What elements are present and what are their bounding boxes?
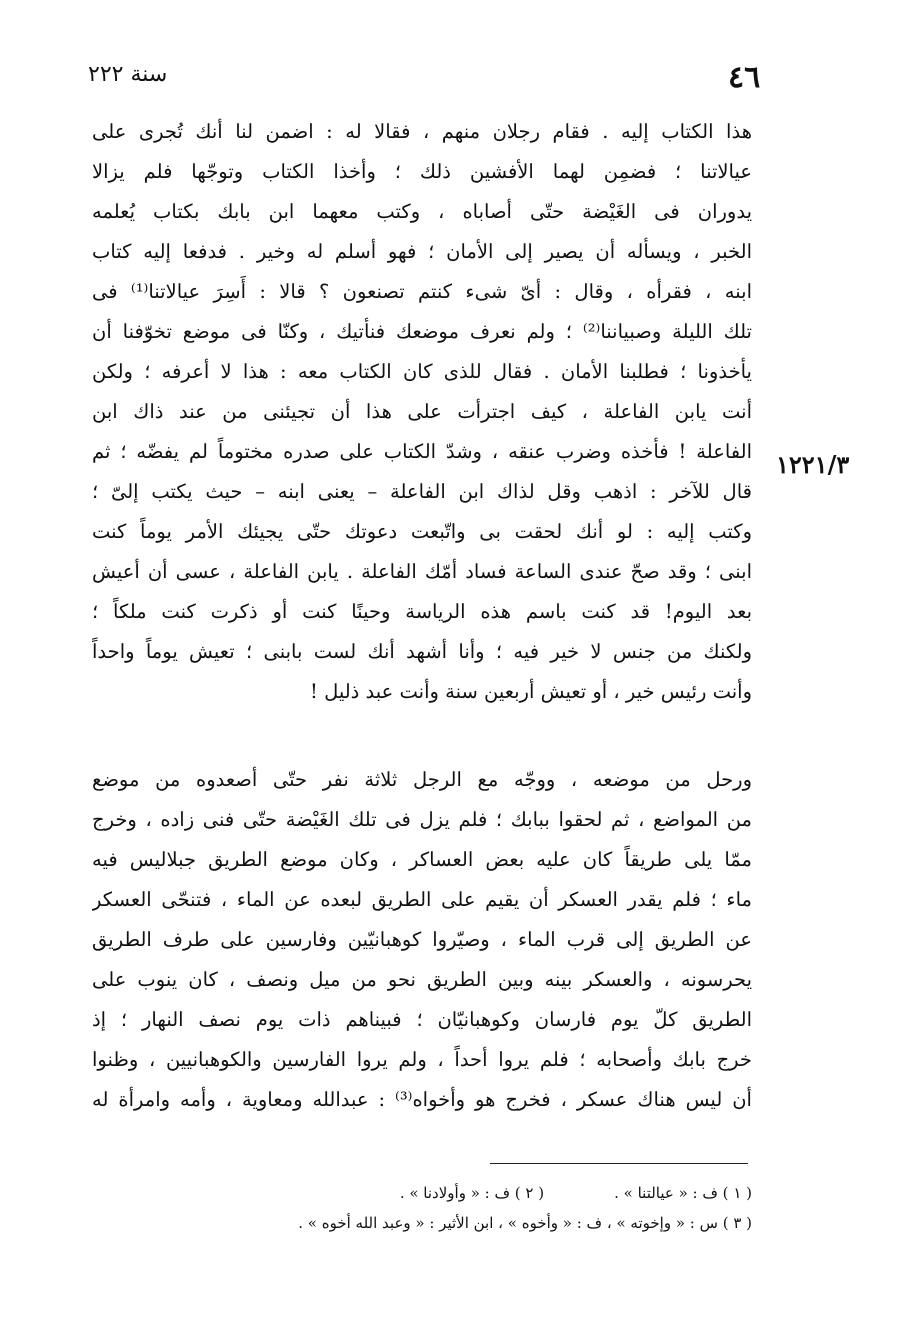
text-line: عن الطريق إلى قرب الماء ، وصيّروا كوهبانيّين وفارسين على طرف الطريق	[92, 928, 752, 951]
text-line: خرج بابك وأصحابه ؛ فلم يروا أحداً ، ولم يروا الفارسين والكوهبانيين ، وظنوا	[92, 1048, 752, 1071]
text-line: الخبر ، ويسأله أن يصير إلى الأمان ؛ فهو أسلم له وخير . فدفعا إليه كتاب	[92, 240, 752, 263]
text-line: ورحل من موضعه ، ووجّه مع الرجل ثلاثة نفر حتّى أصعدوه من موضع	[92, 768, 752, 791]
text-line: ابنه ، فقرأه ، وقال : أىّ شىء كنتم تصنعون ؟ قالا : أَسِرَ عيالاتنا⁽¹⁾ فى	[92, 280, 752, 303]
page-number: ٤٦	[728, 60, 761, 95]
text-line: من المواضع ، ثم لحقوا ببابك ؛ فلم يزل فى تلك الغَيْضة حتّى فنى زاده ، وخرج	[92, 808, 752, 831]
text-line: أنت يابن الفاعلة ، كيف اجترأت على هذا أن تجيئنى من عند ذاك ابن	[92, 400, 752, 423]
text-line: تلك الليلة وصبياننا⁽²⁾ ؛ ولم نعرف موضعك فنأتيك ، وكنّا فى موضع تخوّفنا أن	[92, 320, 752, 343]
paragraph-1	[92, 112, 752, 712]
running-header-year: سنة ٢٢٢	[88, 62, 168, 87]
text-line: ابنى ؛ وقد صحّ عندى الساعة فساد أمّك الفاعلة . يابن الفاعلة ، عسى أن أعيش	[92, 560, 752, 583]
footnotes	[160, 1178, 752, 1238]
text-line: وكتب إليه : لو أنك لحقت بى واتّبعت دعوتك حتّى يجيئك الأمر يوماً كنت	[92, 520, 752, 543]
footnote-1: ( ١ ) ف : « عيالتنا » .	[614, 1184, 752, 1202]
text-line: ولكنك من جنس لا خير فيه ؛ وأنا أشهد أنك لست بابنى ؛ تعيش يوماً واحداً	[92, 640, 752, 663]
text-line: يحرسونه ، والعسكر بينه وبين الطريق نحو من ميل ونصف ، كان ينوب على	[92, 968, 752, 991]
text-line-last: وأنت رئيس خير ، أو تعيش أربعين سنة وأنت عبد ذليل !	[310, 680, 752, 703]
text-line: أن ليس هناك عسكر ، فخرج هو وأخواه⁽³⁾ : عبدالله ومعاوية ، وأمه وامرأة له	[92, 1088, 752, 1111]
text-line: قال للآخر : اذهب وقل لذاك ابن الفاعلة – يعنى ابنه – حيث يكتب إلىّ ؛	[92, 480, 752, 503]
text-line: ممّا يلى طريقاً كان عليه بعض العساكر ، وكان موضع الطريق جبلاليس فيه	[92, 848, 752, 871]
footnote-2: ( ٢ ) ف : « وأولادنا » .	[399, 1184, 545, 1202]
paragraph-2	[92, 760, 752, 1120]
text-line: هذا الكتاب إليه . فقام رجلان منهم ، فقالا له : اضمن لنا أنك تُجرى على	[92, 120, 752, 143]
text-line: يأخذونا ؛ فطلبنا الأمان . فقال للذى كان الكتاب معه : هذا لا أعرفه ؛ ولكن	[92, 360, 752, 383]
text-line: ماء ؛ فلم يقدر العسكر أن يقيم على الطريق لبعده عن الماء ، فتنحّى العسكر	[92, 888, 752, 911]
footnote-divider	[490, 1163, 748, 1164]
margin-reference: ١٢٢١/٣	[776, 450, 850, 479]
text-line: بعد اليوم! قد كنت باسم هذه الرياسة وحينًا كنت أو ذكرت كنت ملكاً ؛	[92, 600, 752, 623]
text-line: الفاعلة ! فأخذه وضرب عنقه ، وشدّ الكتاب على صدره مختوماً لم يفضّه ؛ ثم	[92, 440, 752, 463]
footnote-row	[160, 1178, 752, 1208]
footnote-3: ( ٣ ) س : « وإخوته » ، ف : « وأخوه » ، ابن الأثير : « وعبد الله أخوه » .	[298, 1214, 752, 1232]
text-line: الطريق كلّ يوم فارسان وكوهبانيّان ؛ فبيناهم ذات يوم نصف النهار ؛ إذ	[92, 1008, 752, 1031]
text-line: يدوران فى الغَيْضة حتّى أصاباه ، وكتب معهما ابن بابك بكتاب يُعلمه	[92, 200, 752, 223]
text-line: عيالاتنا ؛ فضمِن لهما الأفشين ذلك ؛ وأخذا الكتاب وتوجّها فلم يزالا	[92, 160, 752, 183]
